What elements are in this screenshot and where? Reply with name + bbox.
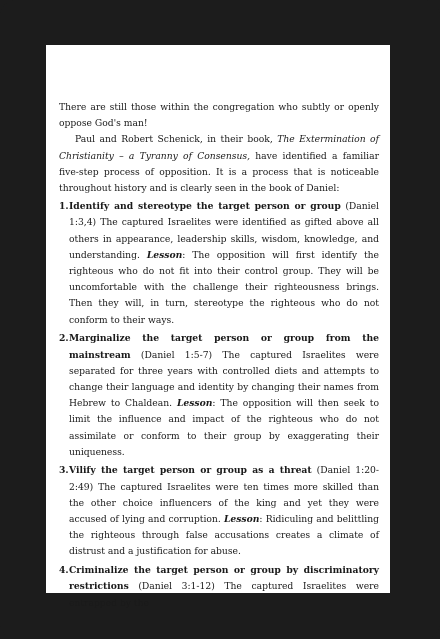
step-heading: Identify and stereotype the target person or group xyxy=(69,201,341,213)
step-reference: (Daniel 1:3,4) xyxy=(69,201,379,229)
opposition-steps-list xyxy=(59,199,379,612)
step-number: 4. xyxy=(59,565,69,577)
step-heading: Vilify the target person or group as a threat xyxy=(69,465,312,477)
lesson-label: Lesson xyxy=(176,398,213,410)
step-body: The captured Israelites were separated for three years with controlled diets and attempts to change their language and identity by changing their names from Hebrew to Chaldean. xyxy=(69,349,379,410)
list-item xyxy=(59,331,379,461)
lesson-label: Lesson xyxy=(223,514,260,526)
lesson-text: : Ridiculing and belittling the righteous through false accusations creates a climate of distrust and a justification for abuse. xyxy=(69,514,379,558)
intro-paragraph xyxy=(59,100,379,132)
step-reference: (Daniel 1:20-2:49) xyxy=(69,465,379,493)
step-body: The captured Israelites were ten times more skilled than the other choice influencers of the king and yet they were accused of lying and corruption. xyxy=(69,481,379,526)
book-title: The Extermination of Christianity – a Tyranny of Consensus, xyxy=(59,134,379,162)
lesson-text: : The opposition will then seek to limit the influence and impact of the righteous who do not assimilate or conform to their group by exaggerating their uniqueness. xyxy=(69,398,379,458)
paragraph-text-post: have identified a familiar five-step process of opposition. It is a process that is noticeable throughout history and is clearly seen in the book of Daniel: xyxy=(59,150,379,195)
step-heading: Marginalize the target person or group from the mainstream xyxy=(69,333,379,361)
step-number: 3. xyxy=(59,465,69,477)
step-body: The captured Israelites were entrapped by the xyxy=(69,581,379,609)
lesson-label: Lesson xyxy=(146,249,183,261)
step-number: 2. xyxy=(59,333,69,345)
list-item xyxy=(59,199,379,329)
list-item xyxy=(59,463,379,560)
step-body: The captured Israelites were identified as gifted above all others in appearance, leadership skills, wisdom, knowledge, and understanding. xyxy=(69,217,379,261)
intro-text: There are still those within the congregation who subtly or openly oppose God's man! xyxy=(59,102,379,130)
step-reference: (Daniel 1:5-7) xyxy=(130,349,213,361)
list-item xyxy=(59,563,379,612)
book-page[interactable] xyxy=(46,45,390,609)
step-number: 1. xyxy=(59,201,69,213)
step-heading: Criminalize the target person or group by discriminatory restrictions xyxy=(69,565,379,593)
step-reference: (Daniel 3:1-12) xyxy=(128,581,215,593)
schenick-paragraph xyxy=(59,132,379,197)
lesson-text: : The opposition will first identify the righteous who do not fit into their control group. They will be uncomfortable with the challenge their righteousness brings. Then they will, in turn, stereotype the righteous who do not conform to their ways. xyxy=(69,249,379,326)
paragraph-text-pre: Paul and Robert Schenick, in their book, xyxy=(75,134,278,146)
